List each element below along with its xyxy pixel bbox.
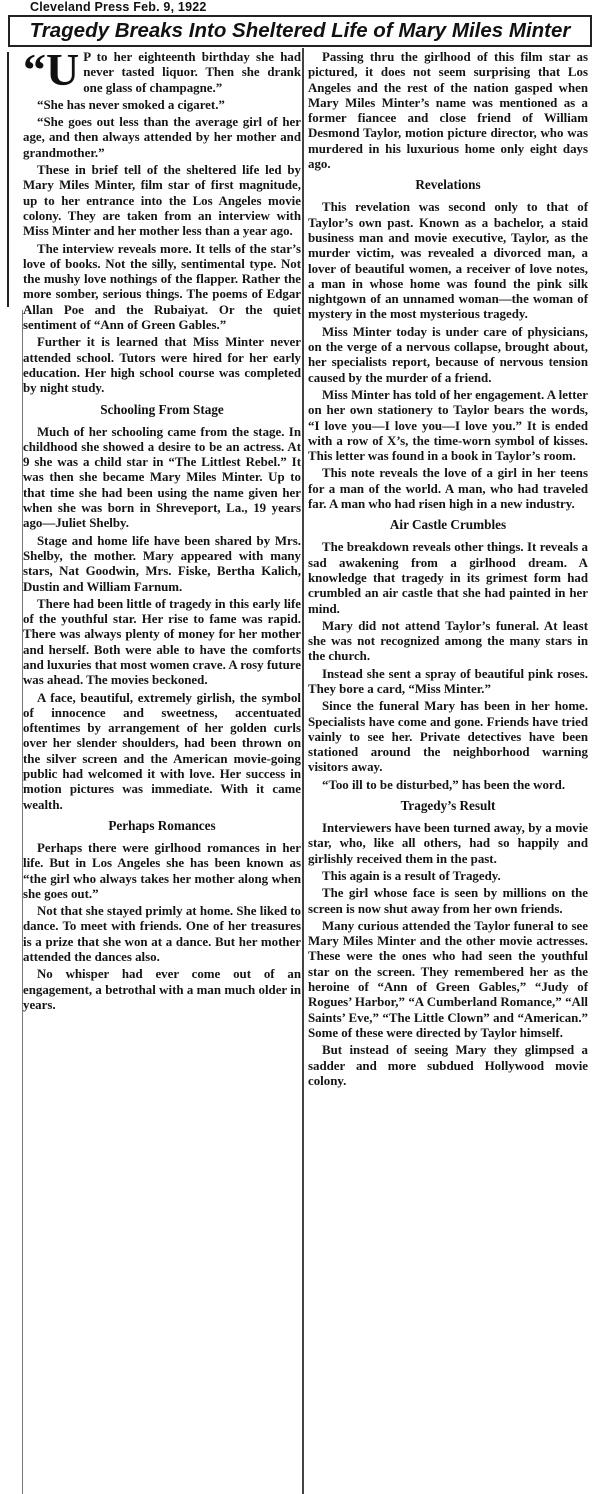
column-rule	[302, 48, 304, 1494]
article-paragraph: Further it is learned that Miss Minter never attended school. Tutors were hired for her early education. Her high school course was completed by night study.	[23, 335, 301, 396]
article-paragraph: Interviewers have been turned away, by a movie star, who, like all others, had so happily and girlishly received them in the past.	[308, 821, 588, 866]
article-paragraph: Many curious attended the Taylor funeral to see Mary Miles Minter and the other movie actresses. These were the ones who had seen the youthful star on the screen. They remembered her as the heroine of “Ann of Green Gables,” “Judy of Rogues’ Harbor,” “A Cumberland Romance,” “All Saints’ Eve,” “The Little Clown” and “American.” Some of these were directed by Taylor himself.	[308, 918, 588, 1040]
subheading: Perhaps Romances	[108, 817, 216, 833]
article-paragraph: “Too ill to be disturbed,” has been the word.	[322, 777, 566, 792]
article-paragraph: These in brief tell of the sheltered life led by Mary Miles Minter, film star of first magnitude, up to her entrance into the Los Angeles movie colony. They are taken from an interview with Miss Minter and her mother less than a year ago.	[23, 163, 301, 239]
drop-cap: “U	[23, 44, 80, 95]
article-paragraph: Stage and home life have been shared by Mrs. Shelby, the mother. Mary appeared with many stars, Nat Goodwin, Mrs. Fiske, Bertha Kalich, Dustin and William Farnum.	[23, 533, 301, 594]
article-paragraph: Since the funeral Mary has been in her home. Specialists have come and gone. Friends have tried vainly to see her. Private detectives have been stationed around the neighborhood warning visitors away.	[308, 699, 588, 775]
article-paragraph: Passing thru the girlhood of this film star as pictured, it does not seem surprising that Los Angeles and the rest of the nation gasped when Mary Miles Minter’s name was mentioned as a former fiancee and close friend of William Desmond Taylor, motion picture director, who was murdered in his luxurious home only eight days ago.	[308, 50, 588, 172]
headline: Tragedy Breaks Into Sheltered Life of Mary Miles Minter	[29, 19, 571, 42]
article-paragraph: “She has never smoked a cigaret.”	[37, 97, 225, 112]
article-paragraph: Much of her schooling came from the stage. In childhood she showed a desire to be an actress. At 9 she was a child star in “The Littlest Rebel.” It was then she became Mary Miles Minter. Up to that time she had been using the name given her when she was born in Shreveport, La., 19 years ago—Juliet Shelby.	[23, 424, 301, 531]
left-column	[23, 44, 301, 1015]
subheading: Tragedy’s Result	[400, 798, 496, 814]
article-paragraph: The interview reveals more. It tells of the star’s love of books. Not the silly, sentimental type. Not the mushy love nothings of the flapper. Rather the more somber, serious things. The poems of Edgar Allan Poe and the Rubaiyat. Or the quiet sentiment of “Ann of Green Gables.”	[23, 241, 301, 333]
article-paragraph: A face, beautiful, extremely girlish, the symbol of innocence and sweetness, accentuated oftentimes by arrangement of her golden curls over her slender shoulders, had been thrown on the silver screen and the American movie-going public had welcomed it with love. Her success in motion pictures was immediate. With it came wealth.	[23, 690, 301, 812]
article-paragraph: This revelation was second only to that of Taylor’s own past. Known as a bachelor, a staid business man and movie executive, Taylor, as the murder victim, was revealed a divorced man, a lover of beautiful women, a receiver of love notes, a man in whose home was found the pink silk nightgown of an unnamed woman—the woman of mystery in the most mysterious tragedy.	[308, 200, 588, 322]
right-column	[308, 50, 588, 1091]
article-paragraph: Not that she stayed primly at home. She liked to dance. To meet with friends. One of her treasures is a prize that she won at a dance. But her mother attended the dances also.	[23, 904, 301, 965]
article-paragraph: No whisper had ever come out of an engagement, a betrothal with a man much older in years.	[23, 967, 301, 1012]
article-paragraph: Mary did not attend Taylor’s funeral. At least she was not recognized among the many stars in the church.	[308, 618, 588, 664]
article-paragraph: There had been little of tragedy in this early life of the youthful star. Her rise to fame was rapid. There was always plenty of money for her mother and herself. Both were able to have the comforts and luxuries that most women crave. A rosy future was ahead. The movies beckoned.	[23, 596, 301, 688]
lede-paragraph	[23, 44, 301, 96]
article-paragraph: Miss Minter today is under care of physicians, on the verge of a nervous collapse, brought about, her specialists report, because of nervous tension caused by the murder of a friend.	[308, 324, 588, 385]
article-paragraph: This note reveals the love of a girl in her teens for a man of the world. A man, who had traveled far. A man who had risen high in a new industry.	[308, 466, 588, 512]
article-paragraph: Miss Minter has told of her engagement. A letter on her own stationery to Taylor bears the words, “I love you—I love you—I love you.” It is ended with a row of X’s, the time-worn symbol of kisses. This letter was found in a book in Taylor’s room.	[308, 387, 588, 464]
article-paragraph: Instead she sent a spray of beautiful pink roses. They bore a card, “Miss Minter.”	[308, 666, 588, 696]
subheading: Schooling From Stage	[100, 401, 224, 417]
subheading: Air Castle Crumbles	[389, 517, 507, 533]
headline-box	[8, 15, 592, 47]
clipping-caption: Cleveland Press Feb. 9, 1922	[30, 0, 207, 14]
article-paragraph: Perhaps there were girlhood romances in her life. But in Los Angeles she has been known as “the girl who always takes her mother along when she goes out.”	[23, 840, 301, 901]
article-paragraph: This again is a result of Tragedy.	[322, 868, 501, 883]
article-paragraph: “She goes out less than the average girl of her age, and then always attended by her mother and grandmother.”	[23, 115, 301, 160]
subheading: Revelations	[415, 177, 481, 193]
article-paragraph: But instead of seeing Mary they glimpsed a sadder and more subdued Hollywood movie colony.	[308, 1043, 588, 1088]
lede-text: P to her eighteenth birthday she had never tasted liquor. Then she drank one glass of champagne.”	[83, 50, 301, 95]
article-paragraph: The breakdown reveals other things. It reveals a sad awakening from a girlhood dream. A knowledge that tragedy in its grimest form had crumbled an air castle that she had painted in her mind.	[308, 540, 588, 616]
article-paragraph: The girl whose face is seen by millions on the screen is now shut away from her own friends.	[308, 886, 588, 916]
lede-box-left-edge	[7, 52, 9, 307]
